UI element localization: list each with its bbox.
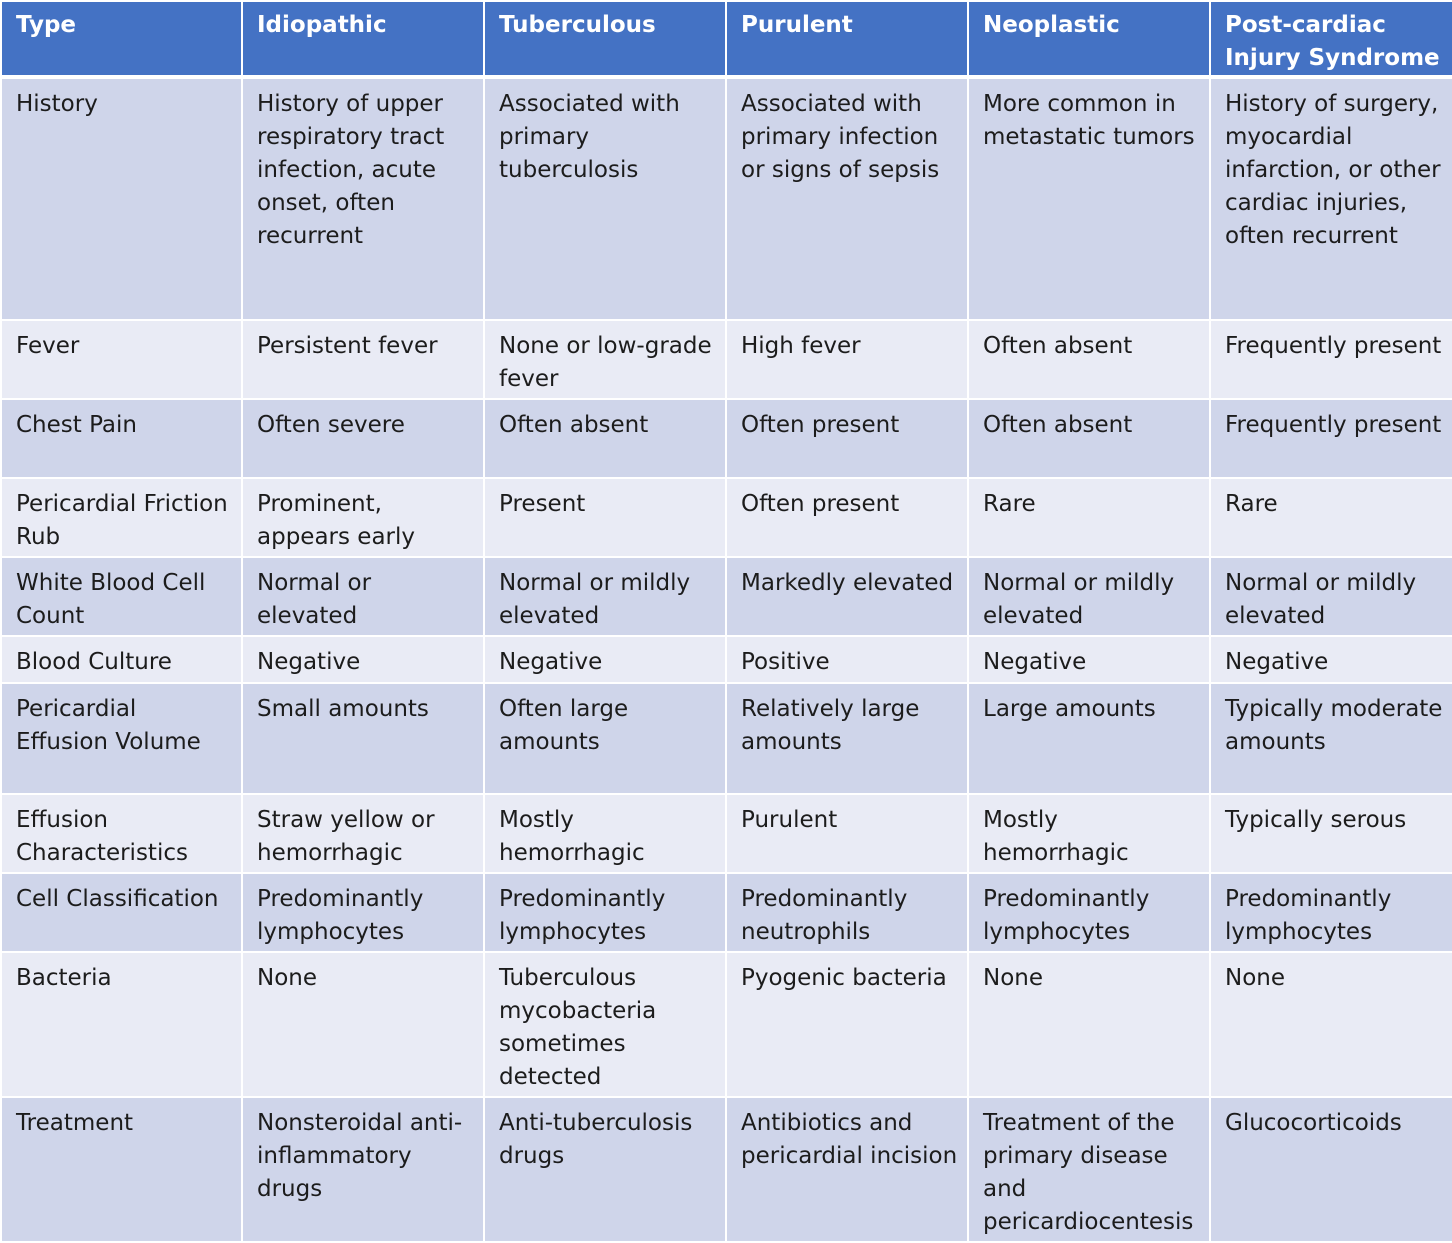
table-cell: Often present	[726, 478, 968, 557]
table-cell: Positive	[726, 636, 968, 683]
table-cell: Predominantly lymphocytes	[242, 873, 484, 952]
table-cell: None or low-grade fever	[484, 320, 726, 399]
table-cell: Negative	[242, 636, 484, 683]
table-cell: Normal or mildly elevated	[1210, 557, 1452, 636]
table-row	[1, 320, 1452, 399]
table-row	[1, 873, 1452, 952]
table-cell: Normal or mildly elevated	[484, 557, 726, 636]
row-label: Treatment	[1, 1097, 242, 1242]
table-cell: None	[968, 952, 1210, 1097]
table-cell: Frequently present	[1210, 320, 1452, 399]
table-row	[1, 952, 1452, 1097]
header-row	[1, 1, 1452, 77]
table-cell: Treatment of the primary disease and pericardiocentesis	[968, 1097, 1210, 1242]
table-cell: History of surgery, myocardial infarction, or other cardiac injuries, often recurrent	[1210, 77, 1452, 320]
table-cell: Straw yellow or hemorrhagic	[242, 794, 484, 873]
header-purulent: Purulent	[726, 1, 968, 77]
table-row	[1, 683, 1452, 794]
table-cell: Relatively large amounts	[726, 683, 968, 794]
row-label: Pericardial Effusion Volume	[1, 683, 242, 794]
table-cell: Often absent	[484, 399, 726, 478]
table-cell: History of upper respiratory tract infection, acute onset, often recurrent	[242, 77, 484, 320]
header-type: Type	[1, 1, 242, 77]
table-row	[1, 399, 1452, 478]
table-cell: Predominantly lymphocytes	[1210, 873, 1452, 952]
row-label: Bacteria	[1, 952, 242, 1097]
table-cell: Small amounts	[242, 683, 484, 794]
table-cell: Persistent fever	[242, 320, 484, 399]
table-cell: Predominantly lymphocytes	[484, 873, 726, 952]
table-cell: None	[242, 952, 484, 1097]
table-cell: Present	[484, 478, 726, 557]
table-cell: Typically moderate amounts	[1210, 683, 1452, 794]
table-cell: Often present	[726, 399, 968, 478]
table-cell: None	[1210, 952, 1452, 1097]
table-row	[1, 557, 1452, 636]
table-row	[1, 478, 1452, 557]
table-cell: Purulent	[726, 794, 968, 873]
row-label: Fever	[1, 320, 242, 399]
table-cell: Often absent	[968, 320, 1210, 399]
table-cell: Predominantly neutrophils	[726, 873, 968, 952]
table-cell: Frequently present	[1210, 399, 1452, 478]
table-cell: Pyogenic bacteria	[726, 952, 968, 1097]
header-post-cardiac-injury: Post-cardiac Injury Syndrome	[1210, 1, 1452, 77]
row-label: History	[1, 77, 242, 320]
table-cell: Associated with primary tuberculosis	[484, 77, 726, 320]
table-cell: Often severe	[242, 399, 484, 478]
table-cell: Negative	[484, 636, 726, 683]
table-cell: Rare	[1210, 478, 1452, 557]
table-cell: Mostly hemorrhagic	[484, 794, 726, 873]
table-cell: Markedly elevated	[726, 557, 968, 636]
row-label: Pericardial Friction Rub	[1, 478, 242, 557]
table-cell: Glucocorticoids	[1210, 1097, 1452, 1242]
table-cell: Prominent, appears early	[242, 478, 484, 557]
table-cell: Rare	[968, 478, 1210, 557]
row-label: Chest Pain	[1, 399, 242, 478]
table-cell: Normal or elevated	[242, 557, 484, 636]
table-cell: More common in metastatic tumors	[968, 77, 1210, 320]
table-cell: Negative	[968, 636, 1210, 683]
table-cell: Large amounts	[968, 683, 1210, 794]
table-cell: Associated with primary infection or signs of sepsis	[726, 77, 968, 320]
header-idiopathic: Idiopathic	[242, 1, 484, 77]
table-cell: Antibiotics and pericardial incision	[726, 1097, 968, 1242]
row-label: Cell Classification	[1, 873, 242, 952]
table-cell: Often absent	[968, 399, 1210, 478]
header-neoplastic: Neoplastic	[968, 1, 1210, 77]
table-cell: Nonsteroidal anti-inflammatory drugs	[242, 1097, 484, 1242]
table-cell: Negative	[1210, 636, 1452, 683]
table-cell: High fever	[726, 320, 968, 399]
table-row	[1, 794, 1452, 873]
row-label: White Blood Cell Count	[1, 557, 242, 636]
table-cell: Mostly hemorrhagic	[968, 794, 1210, 873]
table-cell: Typically serous	[1210, 794, 1452, 873]
header-tuberculous: Tuberculous	[484, 1, 726, 77]
table-cell: Normal or mildly elevated	[968, 557, 1210, 636]
row-label: Effusion Characteristics	[1, 794, 242, 873]
table-row	[1, 636, 1452, 683]
table-row	[1, 1097, 1452, 1242]
table-cell: Often large amounts	[484, 683, 726, 794]
row-label: Blood Culture	[1, 636, 242, 683]
table-cell: Tuberculous mycobacteria sometimes detected	[484, 952, 726, 1097]
table-row	[1, 77, 1452, 320]
table-cell: Anti-tuberculosis drugs	[484, 1097, 726, 1242]
table-cell: Predominantly lymphocytes	[968, 873, 1210, 952]
